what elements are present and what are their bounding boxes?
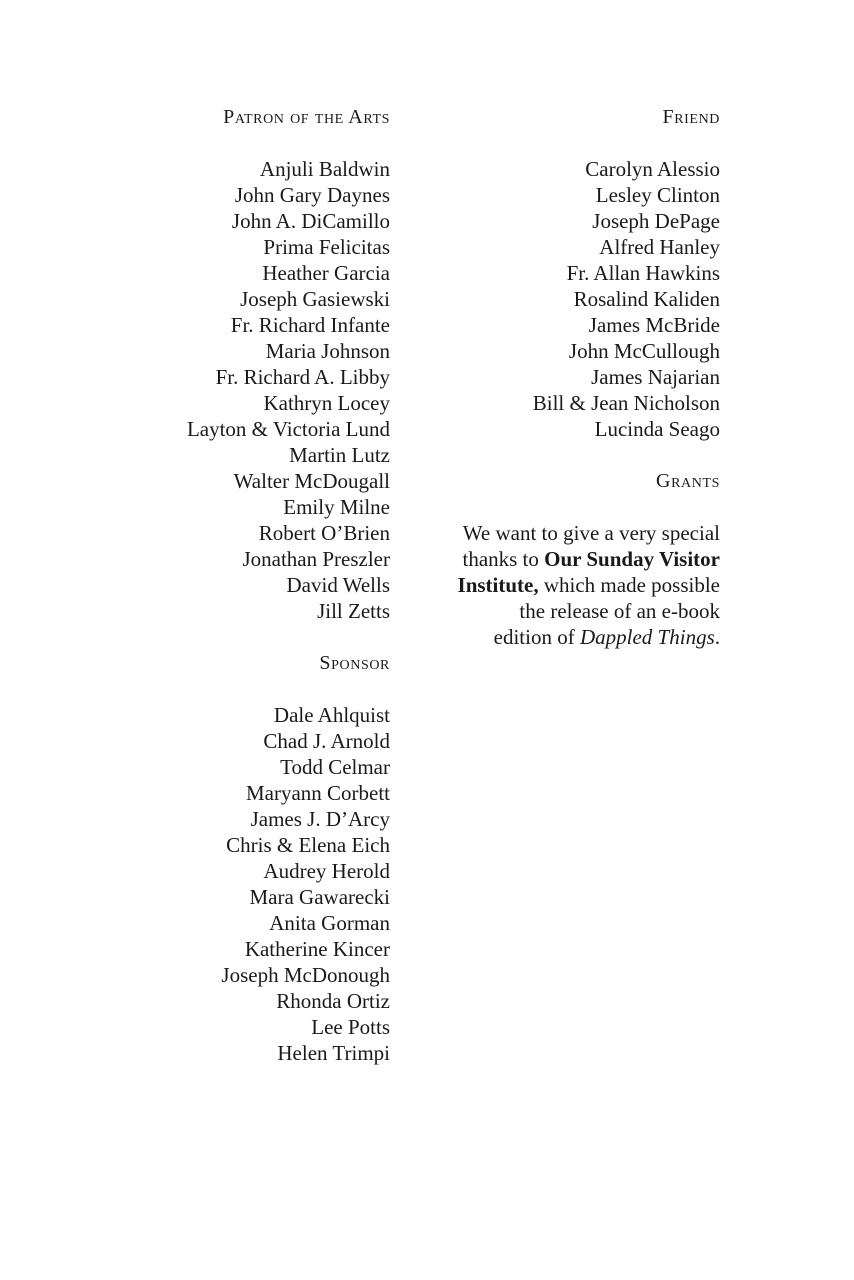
list-item: David Wells: [286, 573, 390, 597]
list-item: Carolyn Alessio: [585, 157, 720, 181]
grants-heading: Grants: [656, 470, 720, 492]
list-item: Katherine Kincer: [244, 937, 390, 961]
grants-org-name-2: Institute,: [457, 573, 539, 597]
list-item: Fr. Richard A. Libby: [215, 365, 390, 389]
grants-line-2: [420, 546, 720, 572]
list-item: Walter McDougall: [233, 469, 390, 493]
list-item: Lee Potts: [311, 1015, 390, 1039]
list-item: Joseph DePage: [592, 209, 720, 233]
list-item: Rosalind Kaliden: [573, 287, 720, 311]
list-item: Robert O’Brien: [258, 521, 390, 545]
grants-line-3: [420, 572, 720, 598]
grants-text-1: We want to give a very special: [462, 521, 720, 545]
list-item: Chad J. Arnold: [263, 729, 390, 753]
list-item: Prima Felicitas: [263, 235, 390, 259]
list-item: Joseph Gasiewski: [240, 287, 390, 311]
friend-list: [420, 156, 720, 442]
list-item: Heather Garcia: [262, 261, 390, 285]
list-item: Fr. Richard Infante: [230, 313, 390, 337]
list-item: Chris & Elena Eich: [226, 833, 390, 857]
grants-text-6: .: [714, 625, 720, 649]
list-item: Bill & Jean Nicholson: [532, 391, 720, 415]
sponsor-heading: Sponsor: [319, 652, 390, 674]
sponsor-list: [140, 702, 390, 1066]
list-item: James Najarian: [591, 365, 720, 389]
list-item: Helen Trimpi: [277, 1041, 390, 1065]
list-item: Rhonda Ortiz: [276, 989, 390, 1013]
list-item: Todd Celmar: [280, 755, 390, 779]
list-item: Jonathan Preszler: [242, 547, 390, 571]
list-item: Maryann Corbett: [245, 781, 390, 805]
grants-line-1: [420, 520, 720, 546]
list-item: Anjuli Baldwin: [259, 157, 390, 181]
list-item: Fr. Allan Hawkins: [566, 261, 720, 285]
list-item: James J. D’Arcy: [250, 807, 390, 831]
list-item: Mara Gawarecki: [249, 885, 390, 909]
list-item: Lesley Clinton: [595, 183, 720, 207]
friend-heading: Friend: [662, 106, 720, 128]
list-item: Alfred Hanley: [599, 235, 720, 259]
grants-text-2: thanks to: [462, 547, 539, 571]
list-item: Layton & Victoria Lund: [186, 417, 390, 441]
grants-publication-title: Dappled Things: [579, 625, 715, 649]
list-item: Anita Gorman: [269, 911, 390, 935]
list-item: Joseph McDonough: [221, 963, 390, 987]
right-column: [420, 104, 720, 650]
list-item: Jill Zetts: [317, 599, 390, 623]
grants-text-3: which made possible: [543, 573, 720, 597]
list-item: Lucinda Seago: [594, 417, 720, 441]
list-item: John Gary Daynes: [234, 183, 390, 207]
list-item: Emily Milne: [283, 495, 390, 519]
grants-org-name-1: Our Sunday Visitor: [544, 547, 720, 571]
patron-heading: Patron of the Arts: [223, 106, 390, 128]
list-item: Martin Lutz: [289, 443, 390, 467]
grants-line-4: [420, 598, 720, 624]
grants-line-5: [420, 624, 720, 650]
list-item: John McCullough: [568, 339, 720, 363]
grants-text-4: the release of an e-book: [519, 599, 720, 623]
list-item: Dale Ahlquist: [273, 703, 390, 727]
left-column: [140, 104, 390, 1092]
list-item: Maria Johnson: [265, 339, 390, 363]
list-item: Kathryn Locey: [263, 391, 390, 415]
list-item: John A. DiCamillo: [231, 209, 390, 233]
list-item: Audrey Herold: [263, 859, 390, 883]
grants-paragraph: [420, 520, 720, 650]
patron-list: [140, 156, 390, 624]
list-item: James McBride: [588, 313, 720, 337]
grants-text-5: edition of: [493, 625, 575, 649]
